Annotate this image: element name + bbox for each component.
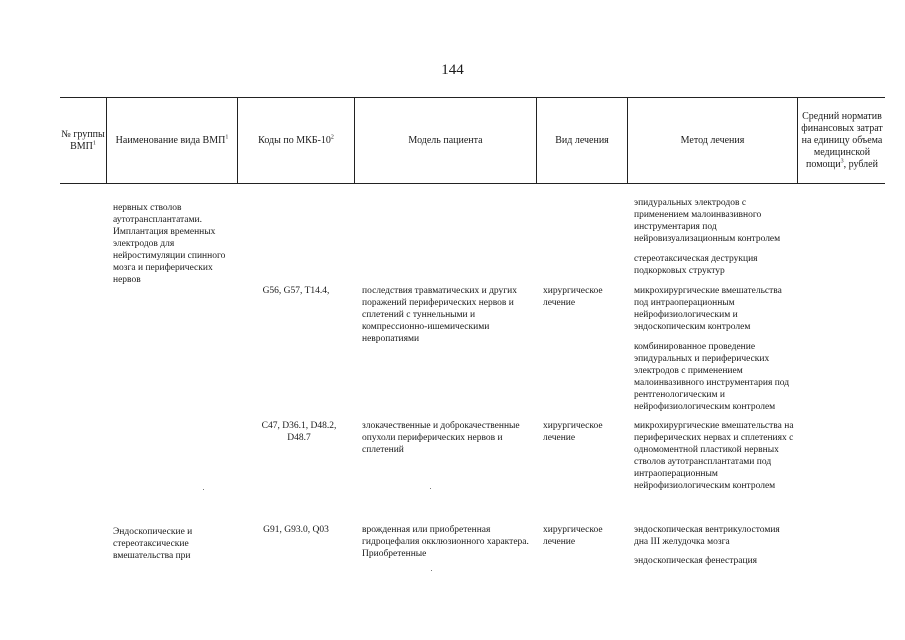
scan-speck [431, 570, 432, 571]
header-treatment-method: Метод лечения [680, 134, 745, 146]
scan-speck [430, 488, 431, 489]
row2-method-2: комбинированное проведение эпидуральных и периферических электродов с применением малоинвазивного инструментария под рентгенологическим и нейрофизиологическим контролем [634, 342, 790, 412]
page-number: 144 [441, 62, 464, 78]
row4-mkb-codes: G91, G93.0, Q03 [263, 525, 329, 535]
row4-method-2: эндоскопическая фенестрация [634, 556, 758, 566]
header-group-no: № группы ВМП$^1$ [61, 128, 105, 152]
row2-patient-model: последствия травматических и других поражений периферических нервов и сплетений с туннельными и компрессионно-ишемическими невропатиями [362, 286, 518, 344]
row3-method-1: микрохирургические вмешательства на периферических нервах и сплетениях с одномоментной пластикой нервных стволов аутотрансплантатами под интраоперационным нейрофизиологическим контролем [634, 421, 794, 491]
row2-treatment-type: хирургическое лечение [543, 286, 603, 308]
row2-mkb-codes: G56, G57, T14.4, [262, 286, 330, 296]
header-mkb-codes: Коды по МКБ-$10^2$ [258, 134, 334, 146]
row3-treatment-type: хирургическое лечение [543, 421, 603, 443]
row3-patient-model: злокачественные и доброкачественные опухоли периферических нервов и сплетений [362, 421, 520, 455]
row2-method-1: микрохирургические вмешательства под интраоперационным нейрофизиологическим и эндоскопическим контролем [634, 286, 782, 332]
header-patient-model: Модель пациента [408, 134, 483, 146]
header-bottom-border [60, 183, 885, 184]
row3-mkb-codes: C47, D36.1, D48.2, D48.7 [261, 421, 337, 443]
header-treatment-type: Вид лечения [555, 134, 609, 146]
row4-vmp-name: Эндоскопические и стереотаксические вмешательства при [113, 527, 193, 561]
col-divider-6 [797, 97, 798, 184]
header-cost-norm: Средний норматив финансовых затрат на единицу объема медицинской помощи$^3$, рублей [801, 110, 883, 170]
row1-method-1: эпидуральных электродов с применением малоинвазивного инструментария под нейровизуализационным контролем [634, 198, 781, 244]
scan-speck [203, 489, 204, 490]
row4-treatment-type: хирургическое лечение [543, 525, 603, 547]
header-vmp-name: Наименование вида ВМП$^1$ [115, 134, 229, 146]
row1-vmp-name: нервных стволов аутотрансплантатами. Имплантация временных электродов для нейростимуляции спинного мозга и периферических нервов [113, 203, 226, 285]
row4-method-1: эндоскопическая вентрикулостомия дна III желудочка мозга [634, 525, 780, 547]
row4-patient-model: врожденная или приобретенная гидроцефалия окклюзионного характера. Приобретенные [362, 525, 529, 559]
row1-method-2: стереотаксическая деструкция подкорковых структур [634, 254, 758, 276]
